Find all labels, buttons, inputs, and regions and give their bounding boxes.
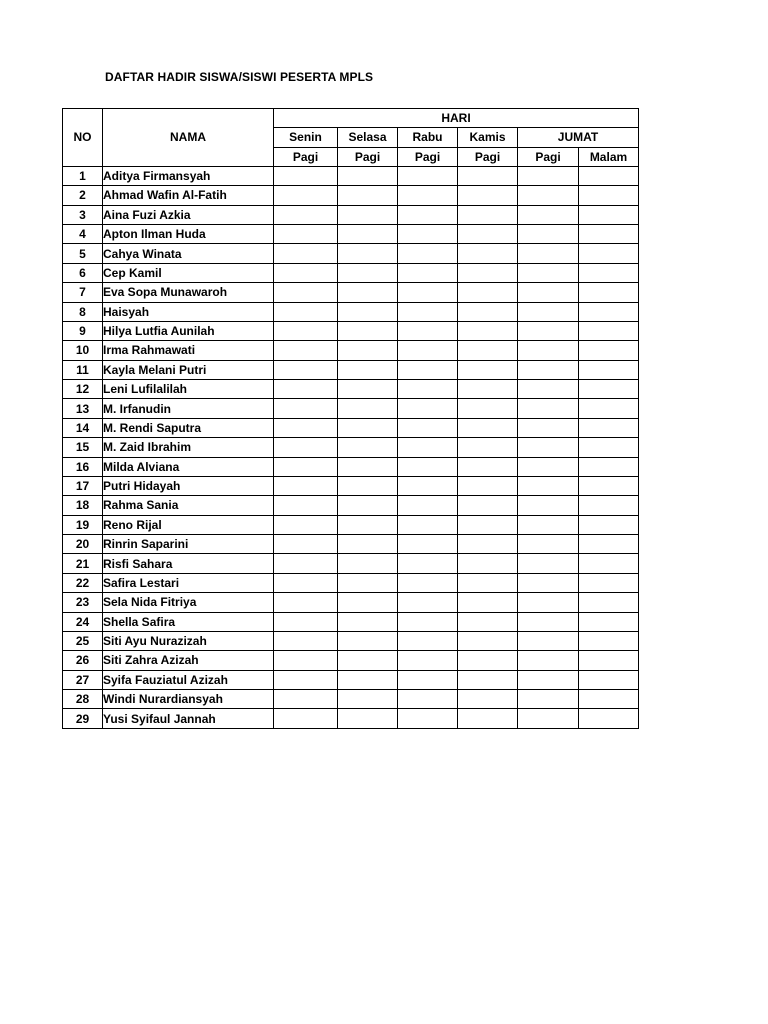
attendance-cell-kamis-pagi[interactable]: [458, 709, 518, 728]
table-row: [63, 496, 639, 515]
header-session-jumat-malam: Malam: [579, 147, 639, 166]
attendance-cell-jumat-malam[interactable]: [579, 225, 639, 244]
attendance-cell-selasa-pagi[interactable]: [338, 438, 398, 457]
attendance-cell-senin-pagi[interactable]: [274, 399, 338, 418]
attendance-cell-selasa-pagi[interactable]: [338, 554, 398, 573]
attendance-cell-jumat-malam[interactable]: [579, 380, 639, 399]
attendance-cell-jumat-malam[interactable]: [579, 360, 639, 379]
attendance-cell-selasa-pagi[interactable]: [338, 690, 398, 709]
student-name: Kayla Melani Putri: [103, 360, 274, 379]
attendance-cell-jumat-malam[interactable]: [579, 205, 639, 224]
attendance-cell-senin-pagi[interactable]: [274, 631, 338, 650]
student-name: Haisyah: [103, 302, 274, 321]
table-body: [63, 166, 639, 728]
attendance-cell-rabu-pagi[interactable]: [398, 476, 458, 495]
row-number: 2: [63, 186, 103, 205]
attendance-cell-senin-pagi[interactable]: [274, 496, 338, 515]
document-title: DAFTAR HADIR SISWA/SISWI PESERTA MPLS: [105, 70, 374, 84]
attendance-cell-kamis-pagi[interactable]: [458, 283, 518, 302]
attendance-cell-rabu-pagi[interactable]: [398, 457, 458, 476]
attendance-cell-rabu-pagi[interactable]: [398, 651, 458, 670]
row-number: 18: [63, 496, 103, 515]
attendance-cell-senin-pagi[interactable]: [274, 360, 338, 379]
attendance-cell-selasa-pagi[interactable]: [338, 709, 398, 728]
row-number: 7: [63, 283, 103, 302]
table-row: [63, 302, 639, 321]
table-row: [63, 593, 639, 612]
attendance-cell-jumat-pagi[interactable]: [518, 302, 579, 321]
row-number: 19: [63, 515, 103, 534]
row-number: 3: [63, 205, 103, 224]
attendance-cell-senin-pagi[interactable]: [274, 380, 338, 399]
student-name: Risfi Sahara: [103, 554, 274, 573]
attendance-cell-kamis-pagi[interactable]: [458, 670, 518, 689]
row-number: 12: [63, 380, 103, 399]
row-number: 1: [63, 166, 103, 185]
attendance-cell-jumat-malam[interactable]: [579, 651, 639, 670]
attendance-cell-jumat-malam[interactable]: [579, 573, 639, 592]
attendance-cell-rabu-pagi[interactable]: [398, 244, 458, 263]
table-row: [63, 360, 639, 379]
student-name: Sela Nida Fitriya: [103, 593, 274, 612]
student-name: Aditya Firmansyah: [103, 166, 274, 185]
table-row: [63, 651, 639, 670]
attendance-cell-jumat-pagi[interactable]: [518, 205, 579, 224]
attendance-cell-selasa-pagi[interactable]: [338, 651, 398, 670]
attendance-cell-selasa-pagi[interactable]: [338, 515, 398, 534]
attendance-cell-senin-pagi[interactable]: [274, 612, 338, 631]
attendance-cell-jumat-malam[interactable]: [579, 283, 639, 302]
attendance-cell-selasa-pagi[interactable]: [338, 593, 398, 612]
attendance-cell-selasa-pagi[interactable]: [338, 380, 398, 399]
attendance-cell-rabu-pagi[interactable]: [398, 690, 458, 709]
student-name: Syifa Fauziatul Azizah: [103, 670, 274, 689]
attendance-cell-rabu-pagi[interactable]: [398, 593, 458, 612]
attendance-cell-rabu-pagi[interactable]: [398, 166, 458, 185]
attendance-cell-rabu-pagi[interactable]: [398, 496, 458, 515]
attendance-cell-rabu-pagi[interactable]: [398, 399, 458, 418]
student-name: Rahma Sania: [103, 496, 274, 515]
attendance-cell-jumat-pagi[interactable]: [518, 554, 579, 573]
student-name: Reno Rijal: [103, 515, 274, 534]
row-number: 23: [63, 593, 103, 612]
table-row: [63, 186, 639, 205]
header-no: NO: [63, 109, 103, 167]
row-number: 13: [63, 399, 103, 418]
student-name: Siti Ayu Nurazizah: [103, 631, 274, 650]
row-number: 15: [63, 438, 103, 457]
attendance-cell-kamis-pagi[interactable]: [458, 554, 518, 573]
attendance-cell-senin-pagi[interactable]: [274, 283, 338, 302]
student-name: M. Irfanudin: [103, 399, 274, 418]
attendance-cell-kamis-pagi[interactable]: [458, 321, 518, 340]
student-name: Hilya Lutfia Aunilah: [103, 321, 274, 340]
row-number: 16: [63, 457, 103, 476]
attendance-cell-jumat-pagi[interactable]: [518, 573, 579, 592]
attendance-cell-jumat-malam[interactable]: [579, 166, 639, 185]
attendance-cell-selasa-pagi[interactable]: [338, 399, 398, 418]
attendance-cell-rabu-pagi[interactable]: [398, 186, 458, 205]
attendance-cell-selasa-pagi[interactable]: [338, 341, 398, 360]
attendance-cell-selasa-pagi[interactable]: [338, 321, 398, 340]
row-number: 10: [63, 341, 103, 360]
attendance-cell-selasa-pagi[interactable]: [338, 186, 398, 205]
header-session-rabu-pagi: Pagi: [398, 147, 458, 166]
attendance-cell-jumat-malam[interactable]: [579, 341, 639, 360]
attendance-cell-jumat-pagi[interactable]: [518, 631, 579, 650]
attendance-cell-selasa-pagi[interactable]: [338, 244, 398, 263]
table-row: [63, 535, 639, 554]
attendance-cell-selasa-pagi[interactable]: [338, 263, 398, 282]
table-row: [63, 399, 639, 418]
attendance-cell-jumat-pagi[interactable]: [518, 283, 579, 302]
attendance-cell-rabu-pagi[interactable]: [398, 515, 458, 534]
attendance-cell-kamis-pagi[interactable]: [458, 186, 518, 205]
attendance-cell-kamis-pagi[interactable]: [458, 399, 518, 418]
student-name: Ahmad Wafin Al-Fatih: [103, 186, 274, 205]
attendance-cell-rabu-pagi[interactable]: [398, 709, 458, 728]
attendance-cell-jumat-malam[interactable]: [579, 496, 639, 515]
attendance-cell-jumat-pagi[interactable]: [518, 244, 579, 263]
attendance-cell-senin-pagi[interactable]: [274, 302, 338, 321]
attendance-cell-rabu-pagi[interactable]: [398, 670, 458, 689]
row-number: 24: [63, 612, 103, 631]
attendance-cell-kamis-pagi[interactable]: [458, 438, 518, 457]
header-day-rabu: Rabu: [398, 128, 458, 147]
attendance-cell-jumat-pagi[interactable]: [518, 225, 579, 244]
attendance-cell-jumat-pagi[interactable]: [518, 438, 579, 457]
attendance-cell-jumat-pagi[interactable]: [518, 496, 579, 515]
attendance-cell-jumat-pagi[interactable]: [518, 651, 579, 670]
attendance-cell-rabu-pagi[interactable]: [398, 380, 458, 399]
attendance-cell-kamis-pagi[interactable]: [458, 651, 518, 670]
attendance-cell-jumat-pagi[interactable]: [518, 515, 579, 534]
attendance-cell-rabu-pagi[interactable]: [398, 283, 458, 302]
attendance-cell-rabu-pagi[interactable]: [398, 612, 458, 631]
attendance-cell-rabu-pagi[interactable]: [398, 554, 458, 573]
header-hari: HARI: [274, 109, 639, 128]
attendance-cell-senin-pagi[interactable]: [274, 438, 338, 457]
attendance-cell-kamis-pagi[interactable]: [458, 476, 518, 495]
attendance-cell-selasa-pagi[interactable]: [338, 360, 398, 379]
attendance-cell-kamis-pagi[interactable]: [458, 535, 518, 554]
header-row-1: [63, 109, 639, 128]
table-row: [63, 515, 639, 534]
attendance-cell-kamis-pagi[interactable]: [458, 612, 518, 631]
attendance-cell-kamis-pagi[interactable]: [458, 418, 518, 437]
attendance-cell-senin-pagi[interactable]: [274, 690, 338, 709]
table-row: [63, 438, 639, 457]
attendance-cell-jumat-pagi[interactable]: [518, 380, 579, 399]
table-row: [63, 263, 639, 282]
row-number: 27: [63, 670, 103, 689]
header-session-kamis-pagi: Pagi: [458, 147, 518, 166]
table-row: [63, 418, 639, 437]
row-number: 22: [63, 573, 103, 592]
table-row: [63, 631, 639, 650]
attendance-cell-senin-pagi[interactable]: [274, 593, 338, 612]
attendance-cell-jumat-pagi[interactable]: [518, 399, 579, 418]
attendance-cell-selasa-pagi[interactable]: [338, 612, 398, 631]
attendance-cell-senin-pagi[interactable]: [274, 418, 338, 437]
attendance-cell-rabu-pagi[interactable]: [398, 205, 458, 224]
attendance-cell-kamis-pagi[interactable]: [458, 244, 518, 263]
student-name: Rinrin Saparini: [103, 535, 274, 554]
attendance-cell-selasa-pagi[interactable]: [338, 283, 398, 302]
attendance-cell-selasa-pagi[interactable]: [338, 535, 398, 554]
row-number: 11: [63, 360, 103, 379]
attendance-cell-jumat-pagi[interactable]: [518, 709, 579, 728]
student-name: Safira Lestari: [103, 573, 274, 592]
attendance-cell-jumat-pagi[interactable]: [518, 321, 579, 340]
header-session-senin-pagi: Pagi: [274, 147, 338, 166]
attendance-cell-senin-pagi[interactable]: [274, 225, 338, 244]
table-row: [63, 476, 639, 495]
table-row: [63, 283, 639, 302]
attendance-cell-kamis-pagi[interactable]: [458, 496, 518, 515]
attendance-table: [62, 108, 639, 729]
attendance-cell-jumat-pagi[interactable]: [518, 457, 579, 476]
row-number: 17: [63, 476, 103, 495]
attendance-cell-jumat-pagi[interactable]: [518, 535, 579, 554]
student-name: M. Zaid Ibrahim: [103, 438, 274, 457]
attendance-cell-jumat-malam[interactable]: [579, 631, 639, 650]
attendance-cell-jumat-pagi[interactable]: [518, 418, 579, 437]
attendance-cell-jumat-malam[interactable]: [579, 612, 639, 631]
attendance-cell-kamis-pagi[interactable]: [458, 631, 518, 650]
attendance-cell-jumat-malam[interactable]: [579, 709, 639, 728]
attendance-cell-senin-pagi[interactable]: [274, 515, 338, 534]
attendance-cell-kamis-pagi[interactable]: [458, 263, 518, 282]
student-name: Apton Ilman Huda: [103, 225, 274, 244]
attendance-cell-jumat-pagi[interactable]: [518, 360, 579, 379]
attendance-cell-jumat-malam[interactable]: [579, 670, 639, 689]
attendance-cell-jumat-pagi[interactable]: [518, 593, 579, 612]
attendance-cell-senin-pagi[interactable]: [274, 651, 338, 670]
attendance-cell-jumat-malam[interactable]: [579, 457, 639, 476]
row-number: 14: [63, 418, 103, 437]
attendance-cell-kamis-pagi[interactable]: [458, 225, 518, 244]
table-row: [63, 225, 639, 244]
table-row: [63, 612, 639, 631]
attendance-cell-jumat-malam[interactable]: [579, 476, 639, 495]
attendance-cell-selasa-pagi[interactable]: [338, 476, 398, 495]
attendance-cell-kamis-pagi[interactable]: [458, 593, 518, 612]
attendance-cell-senin-pagi[interactable]: [274, 166, 338, 185]
row-number: 4: [63, 225, 103, 244]
header-day-selasa: Selasa: [338, 128, 398, 147]
header-nama: NAMA: [103, 109, 274, 167]
attendance-cell-selasa-pagi[interactable]: [338, 225, 398, 244]
header-day-jumat: JUMAT: [518, 128, 639, 147]
attendance-cell-kamis-pagi[interactable]: [458, 515, 518, 534]
table-row: [63, 709, 639, 728]
attendance-cell-kamis-pagi[interactable]: [458, 457, 518, 476]
attendance-cell-kamis-pagi[interactable]: [458, 166, 518, 185]
row-number: 5: [63, 244, 103, 263]
student-name: Putri Hidayah: [103, 476, 274, 495]
attendance-cell-selasa-pagi[interactable]: [338, 670, 398, 689]
attendance-cell-rabu-pagi[interactable]: [398, 302, 458, 321]
header-day-senin: Senin: [274, 128, 338, 147]
row-number: 29: [63, 709, 103, 728]
student-name: Shella Safira: [103, 612, 274, 631]
attendance-cell-jumat-pagi[interactable]: [518, 341, 579, 360]
attendance-cell-kamis-pagi[interactable]: [458, 341, 518, 360]
attendance-cell-senin-pagi[interactable]: [274, 457, 338, 476]
table-row: [63, 573, 639, 592]
attendance-cell-senin-pagi[interactable]: [274, 670, 338, 689]
row-number: 9: [63, 321, 103, 340]
student-name: Cep Kamil: [103, 263, 274, 282]
attendance-cell-senin-pagi[interactable]: [274, 554, 338, 573]
table-row: [63, 166, 639, 185]
attendance-cell-senin-pagi[interactable]: [274, 186, 338, 205]
attendance-cell-rabu-pagi[interactable]: [398, 321, 458, 340]
attendance-cell-jumat-pagi[interactable]: [518, 166, 579, 185]
student-name: M. Rendi Saputra: [103, 418, 274, 437]
attendance-cell-jumat-malam[interactable]: [579, 321, 639, 340]
attendance-cell-senin-pagi[interactable]: [274, 709, 338, 728]
attendance-cell-senin-pagi[interactable]: [274, 341, 338, 360]
attendance-cell-jumat-malam[interactable]: [579, 593, 639, 612]
row-number: 8: [63, 302, 103, 321]
attendance-cell-jumat-pagi[interactable]: [518, 476, 579, 495]
student-name: Windi Nurardiansyah: [103, 690, 274, 709]
table-row: [63, 690, 639, 709]
attendance-cell-selasa-pagi[interactable]: [338, 205, 398, 224]
table-row: [63, 244, 639, 263]
row-number: 20: [63, 535, 103, 554]
attendance-cell-kamis-pagi[interactable]: [458, 690, 518, 709]
student-name: Eva Sopa Munawaroh: [103, 283, 274, 302]
table-row: [63, 321, 639, 340]
attendance-cell-jumat-malam[interactable]: [579, 399, 639, 418]
row-number: 26: [63, 651, 103, 670]
attendance-cell-senin-pagi[interactable]: [274, 573, 338, 592]
student-name: Cahya Winata: [103, 244, 274, 263]
table-row: [63, 341, 639, 360]
attendance-cell-selasa-pagi[interactable]: [338, 631, 398, 650]
attendance-cell-kamis-pagi[interactable]: [458, 380, 518, 399]
attendance-cell-selasa-pagi[interactable]: [338, 496, 398, 515]
attendance-cell-selasa-pagi[interactable]: [338, 302, 398, 321]
attendance-cell-jumat-pagi[interactable]: [518, 612, 579, 631]
attendance-cell-jumat-malam[interactable]: [579, 186, 639, 205]
attendance-cell-kamis-pagi[interactable]: [458, 360, 518, 379]
attendance-cell-rabu-pagi[interactable]: [398, 573, 458, 592]
attendance-cell-jumat-pagi[interactable]: [518, 670, 579, 689]
student-name: Aina Fuzi Azkia: [103, 205, 274, 224]
attendance-cell-jumat-malam[interactable]: [579, 418, 639, 437]
table-row: [63, 554, 639, 573]
header-session-jumat-pagi: Pagi: [518, 147, 579, 166]
attendance-cell-jumat-malam[interactable]: [579, 438, 639, 457]
attendance-cell-kamis-pagi[interactable]: [458, 302, 518, 321]
attendance-cell-rabu-pagi[interactable]: [398, 438, 458, 457]
attendance-cell-jumat-pagi[interactable]: [518, 690, 579, 709]
attendance-cell-selasa-pagi[interactable]: [338, 418, 398, 437]
attendance-cell-senin-pagi[interactable]: [274, 244, 338, 263]
table-row: [63, 380, 639, 399]
attendance-cell-rabu-pagi[interactable]: [398, 360, 458, 379]
attendance-cell-rabu-pagi[interactable]: [398, 263, 458, 282]
header-session-selasa-pagi: Pagi: [338, 147, 398, 166]
attendance-cell-jumat-malam[interactable]: [579, 690, 639, 709]
attendance-cell-selasa-pagi[interactable]: [338, 457, 398, 476]
attendance-cell-senin-pagi[interactable]: [274, 205, 338, 224]
table-row: [63, 205, 639, 224]
student-name: Yusi Syifaul Jannah: [103, 709, 274, 728]
attendance-cell-rabu-pagi[interactable]: [398, 418, 458, 437]
table-row: [63, 670, 639, 689]
attendance-cell-rabu-pagi[interactable]: [398, 225, 458, 244]
student-name: Leni Lufilalilah: [103, 380, 274, 399]
attendance-cell-selasa-pagi[interactable]: [338, 573, 398, 592]
attendance-cell-jumat-malam[interactable]: [579, 302, 639, 321]
attendance-cell-kamis-pagi[interactable]: [458, 573, 518, 592]
row-number: 21: [63, 554, 103, 573]
attendance-cell-selasa-pagi[interactable]: [338, 166, 398, 185]
attendance-cell-jumat-malam[interactable]: [579, 535, 639, 554]
table-header: [63, 109, 639, 167]
attendance-cell-senin-pagi[interactable]: [274, 321, 338, 340]
attendance-cell-rabu-pagi[interactable]: [398, 341, 458, 360]
student-name: Siti Zahra Azizah: [103, 651, 274, 670]
attendance-cell-jumat-malam[interactable]: [579, 515, 639, 534]
student-name: Irma Rahmawati: [103, 341, 274, 360]
attendance-cell-rabu-pagi[interactable]: [398, 631, 458, 650]
attendance-cell-jumat-malam[interactable]: [579, 244, 639, 263]
table-row: [63, 457, 639, 476]
attendance-cell-jumat-malam[interactable]: [579, 554, 639, 573]
attendance-cell-senin-pagi[interactable]: [274, 535, 338, 554]
row-number: 28: [63, 690, 103, 709]
attendance-cell-senin-pagi[interactable]: [274, 263, 338, 282]
attendance-cell-jumat-pagi[interactable]: [518, 186, 579, 205]
header-day-kamis: Kamis: [458, 128, 518, 147]
student-name: Milda Alviana: [103, 457, 274, 476]
attendance-cell-kamis-pagi[interactable]: [458, 205, 518, 224]
attendance-cell-jumat-pagi[interactable]: [518, 263, 579, 282]
row-number: 25: [63, 631, 103, 650]
attendance-cell-senin-pagi[interactable]: [274, 476, 338, 495]
attendance-cell-jumat-malam[interactable]: [579, 263, 639, 282]
attendance-cell-rabu-pagi[interactable]: [398, 535, 458, 554]
row-number: 6: [63, 263, 103, 282]
